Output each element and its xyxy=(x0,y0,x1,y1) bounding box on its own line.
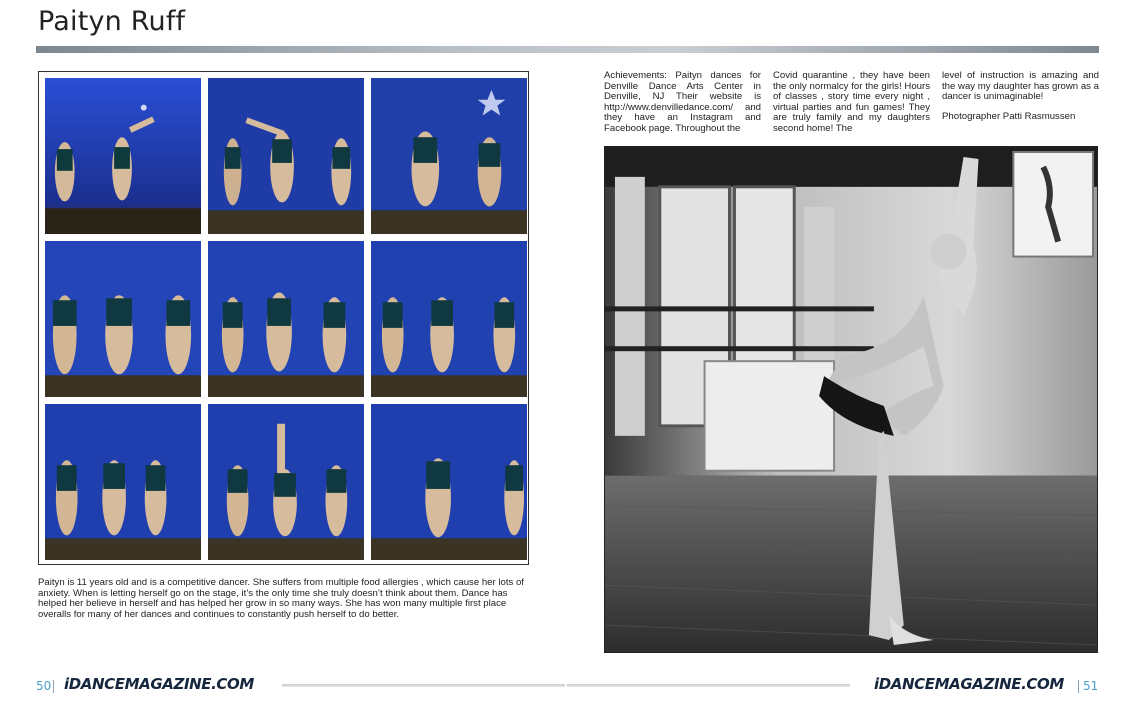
right-page-divider xyxy=(1078,680,1079,693)
brand-i-glyph: i xyxy=(64,675,69,693)
gallery-photo-6[interactable] xyxy=(370,240,528,398)
right-brand-logo[interactable] xyxy=(874,675,1064,693)
instruction-text: level of instruction is amazing and the way my daughter has grown as a dancer is unimaginable! xyxy=(942,70,1099,103)
footer-rule-right xyxy=(567,684,850,687)
gallery-photo-4[interactable] xyxy=(44,240,202,398)
brand-text: DANCEMAGAZINE.COM xyxy=(68,675,254,693)
photographer-credit: Photographer Patti Rasmussen xyxy=(942,110,1076,122)
gallery-photo-1[interactable] xyxy=(44,77,202,235)
gallery-photo-9[interactable] xyxy=(370,403,528,561)
studio-photo[interactable] xyxy=(604,146,1098,653)
text-column-1 xyxy=(604,71,761,144)
brand-i-glyph: i xyxy=(874,675,879,693)
left-page-number: 50 xyxy=(36,679,52,693)
right-page-number: 51 xyxy=(1083,679,1099,693)
achievements-text: Achievements: Paityn dances for Denville Dance Arts Center in Denville, NJ Their website is http://www.denvilledance.com/ and they have an Instagram and Facebook page. Throughout the xyxy=(604,70,761,134)
gallery-photo-3[interactable] xyxy=(370,77,528,235)
quarantine-text: Covid quarantine , they have been the only normalcy for the girls! Hours of classes , story time every night , virtual parties and fun games! They are truly family and my daughters second home! The xyxy=(773,70,930,134)
gallery-photo-2[interactable] xyxy=(207,77,365,235)
footer-rule-left xyxy=(282,684,565,687)
bio-paragraph: Paityn is 11 years old and is a competitive dancer. She suffers from multiple food allergies , which cause her lots of anxiety. When is letting herself go on the stage, it’s the only time she truly doesn’t think about them. Dance has helped her believe in herself and has helped her grow in so many ways. She has won many multiple first place overalls for many of her dances and continues to constantly push herself to do better. xyxy=(38,577,524,620)
text-column-2 xyxy=(773,71,930,144)
title-rule xyxy=(36,46,1099,53)
left-brand-logo[interactable] xyxy=(64,675,254,693)
text-column-3 xyxy=(942,71,1099,131)
photo-gallery xyxy=(38,71,529,565)
gallery-photo-5[interactable] xyxy=(207,240,365,398)
gallery-photo-8[interactable] xyxy=(207,403,365,561)
left-page-divider xyxy=(53,680,54,693)
page-title: Paityn Ruff xyxy=(38,6,186,37)
gallery-photo-7[interactable] xyxy=(44,403,202,561)
brand-text: DANCEMAGAZINE.COM xyxy=(878,675,1064,693)
